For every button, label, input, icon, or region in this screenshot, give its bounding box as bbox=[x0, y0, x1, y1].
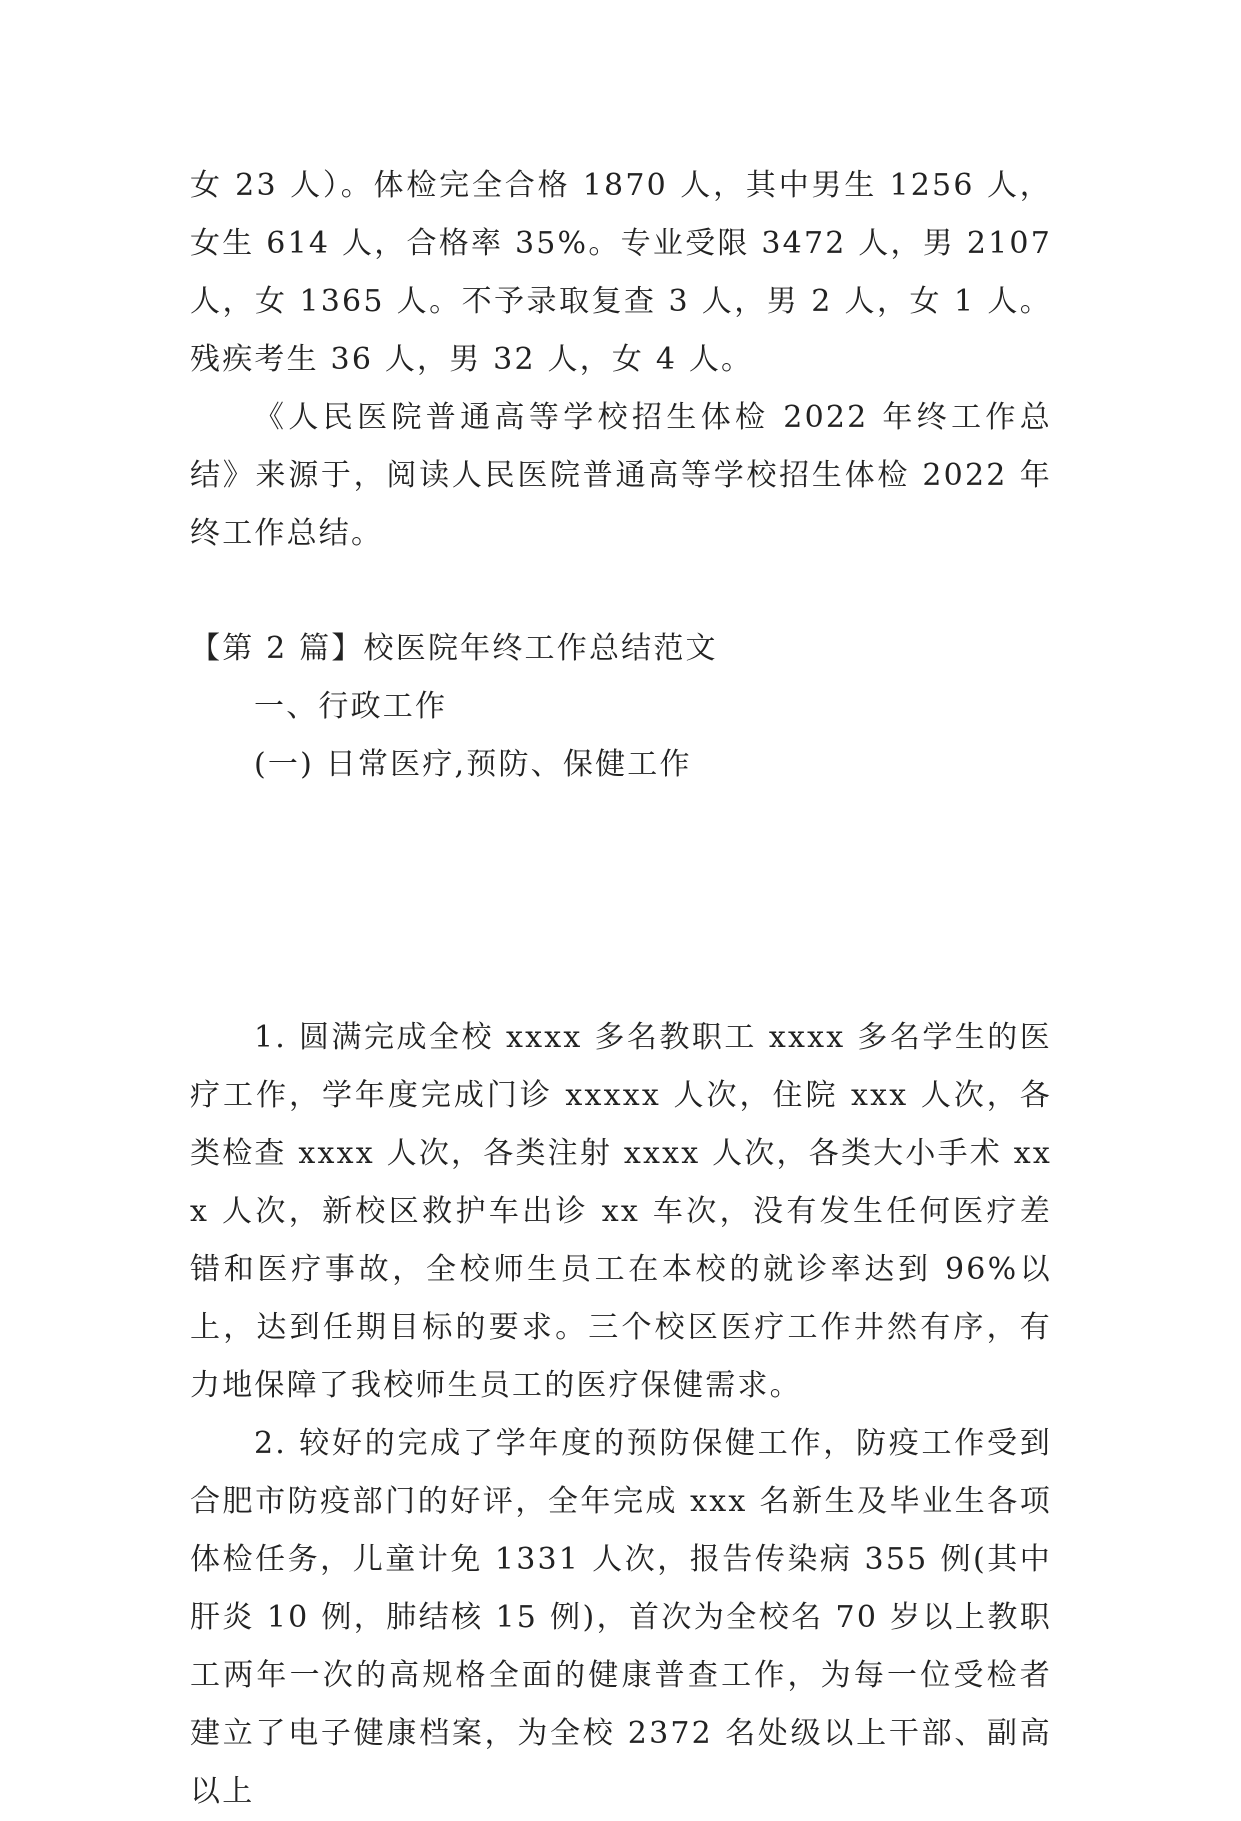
paragraph-source-note: 《人民医院普通高等学校招生体检 2022 年终工作总结》来源于，阅读人民医院普通高等学校招生体检 2022 年终工作总结。 bbox=[190, 400, 1052, 551]
document-body-top bbox=[190, 157, 1052, 563]
document-body-items bbox=[190, 1009, 1052, 1821]
list-item-1: 1. 圆满完成全校 xxxx 多名教职工 xxxx 多名学生的医疗工作，学年度完成门诊 xxxxx 人次，住院 xxx 人次，各类检查 xxxx 人次，各类注射 xxxx 人次，各类大小手术 xxx 人次，新校区救护车出诊 xx 车次，没有发生任何医疗差错和医疗事故，全校师生员工在本校的就诊率达到 96%以上，达到任期目标的要求。三个校区医疗工作井然有序，有力地保障了我校师生员工的医疗保健需求。 bbox=[190, 1020, 1052, 1403]
document-section-header bbox=[190, 620, 1052, 794]
list-item-2: 2. 较好的完成了学年度的预防保健工作，防疫工作受到合肥市防疫部门的好评，全年完成 xxx 名新生及毕业生各项体检任务，儿童计免 1331 人次，报告传染病 355 例(其中肝炎 10 例，肺结核 15 例)，首次为全校名 70 岁以上教职工两年一次的高规格全面的健康普查工作，为每一位受检者建立了电子健康档案，为全校 2372 名处级以上干部、副高以上 bbox=[190, 1426, 1052, 1809]
heading-level-1: 一、行政工作 bbox=[254, 689, 448, 724]
heading-level-2: (一) 日常医疗,预防、保健工作 bbox=[254, 747, 692, 782]
section-title: 【第 2 篇】校医院年终工作总结范文 bbox=[190, 631, 718, 666]
paragraph-exam-statistics: 女 23 人）。体检完全合格 1870 人，其中男生 1256 人，女生 614 人，合格率 35%。专业受限 3472 人，男 2107 人，女 1365 人。不予录取复查 3 人，男 2 人，女 1 人。残疾考生 36 人，男 32 人，女 4 人。 bbox=[190, 168, 1052, 377]
